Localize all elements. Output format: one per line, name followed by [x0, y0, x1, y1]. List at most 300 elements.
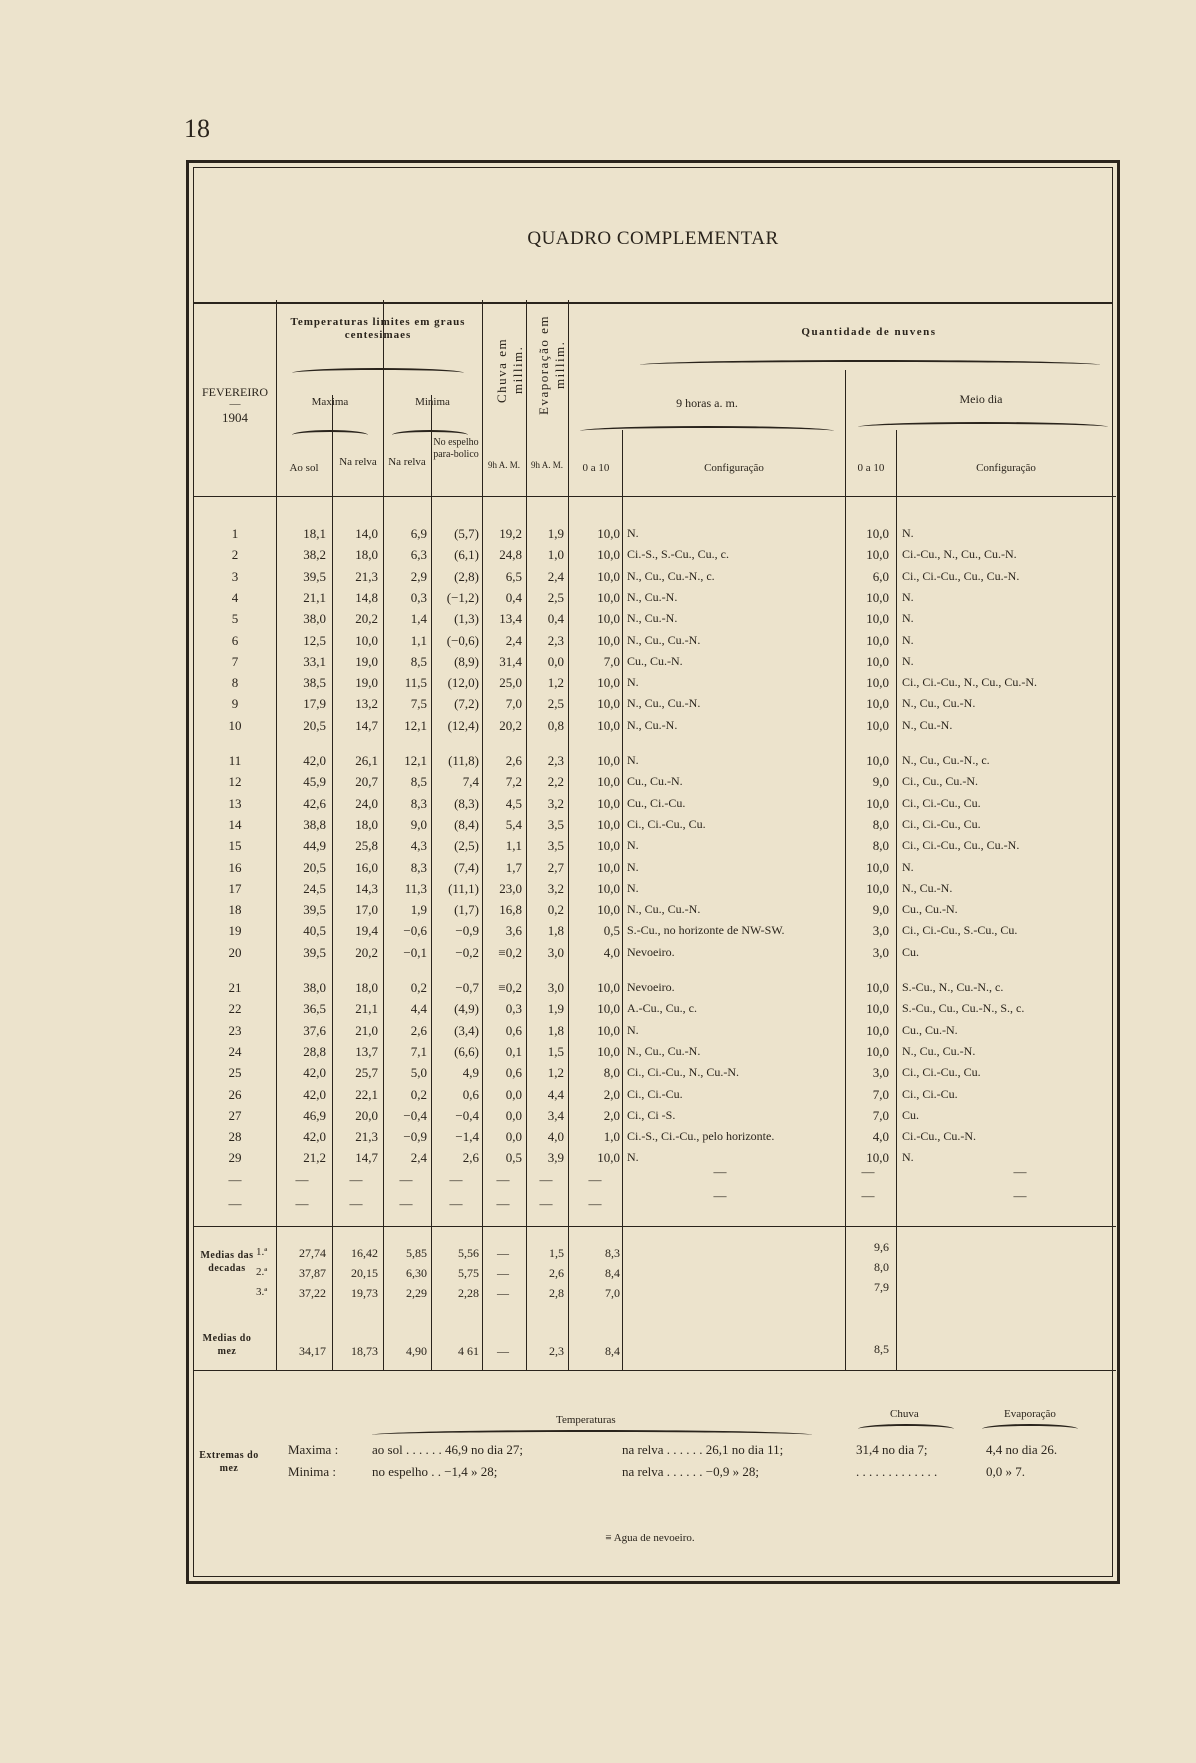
- day-cell: 2: [231, 547, 239, 563]
- cloud-config-cell: Ci., Ci.-Cu., Cu.: [902, 795, 981, 810]
- day-cell: 18: [228, 902, 242, 918]
- value-cell: 22,1: [355, 1086, 378, 1102]
- value-cell: 1,1: [505, 838, 522, 854]
- value-cell: 6,3: [410, 547, 427, 563]
- temp-group-label: Temperaturas limites em graus centesimaes: [290, 316, 466, 342]
- value-cell: 18,1: [303, 526, 326, 541]
- max-chuva: 31,4 no dia 7;: [856, 1442, 928, 1457]
- value-cell: 13,2: [355, 696, 378, 712]
- value-cell: 0,1: [505, 1043, 522, 1059]
- cloud-config-cell: N.: [627, 753, 639, 767]
- cloud-config-cell: Ci., Ci.-Cu., N., Cu.-N.: [627, 1065, 740, 1080]
- value-cell: 10,0: [597, 696, 620, 712]
- value-cell: 38,8: [303, 816, 326, 832]
- cloud-config-cell: N., Cu., Cu.-N.: [902, 1043, 976, 1058]
- column-rule: [332, 395, 333, 1370]
- value-cell: 20,2: [499, 717, 522, 733]
- value-cell: 7,4: [462, 774, 479, 790]
- decada-value: 7,0: [605, 1286, 620, 1300]
- value-cell: 20,7: [355, 774, 378, 790]
- value-cell: 10,0: [597, 980, 620, 995]
- day-cell: 19: [228, 923, 242, 939]
- value-cell: ≡0,2: [498, 944, 522, 960]
- value-cell: 10,0: [866, 753, 889, 768]
- value-cell: 2,4: [410, 1150, 427, 1166]
- value-cell: 2,0: [603, 1107, 620, 1123]
- value-cell: 19,2: [499, 526, 522, 541]
- value-cell: 39,5: [303, 944, 326, 960]
- decada-meio: 8,0: [874, 1260, 889, 1274]
- value-cell: 3,0: [547, 944, 564, 960]
- cloud-config-cell: Ci., Ci.-Cu.: [627, 1086, 683, 1101]
- value-cell: 10,0: [866, 1001, 889, 1017]
- value-cell: 2,6: [410, 1022, 427, 1038]
- value-cell: 4,0: [603, 944, 620, 960]
- value-cell: 14,3: [355, 880, 378, 896]
- value-cell: 17,0: [355, 902, 378, 918]
- maxima-label: Maxima :: [288, 1442, 339, 1457]
- evaporacao-label: Evaporação: [1004, 1408, 1056, 1420]
- dash-cell: —: [349, 1195, 363, 1211]
- temp-brace: [292, 368, 464, 378]
- value-cell: −0,9: [403, 1129, 427, 1145]
- meio-dia-label: Meio dia: [959, 392, 1003, 406]
- decada-value: 2,8: [549, 1286, 564, 1300]
- value-cell: 2,3: [547, 632, 564, 648]
- value-cell: 10,0: [866, 717, 889, 733]
- cloud-config-cell: Ci., Ci.-Cu., Cu.: [902, 816, 981, 831]
- value-cell: 0,8: [547, 717, 564, 733]
- value-cell: 0,0: [505, 1086, 522, 1102]
- cloud-config-cell: Ci.-Cu., Cu.-N.: [902, 1129, 977, 1144]
- value-cell: 10,0: [866, 1022, 889, 1038]
- value-cell: 4,5: [505, 795, 522, 811]
- value-cell: 21,3: [355, 568, 378, 584]
- cloud-config-cell: Cu., Cu.-N.: [627, 653, 683, 668]
- value-cell: 25,7: [355, 1065, 378, 1081]
- decada-value: 2,6: [549, 1266, 564, 1280]
- column-rule: [431, 395, 432, 1370]
- chuva-label: Chuva: [890, 1408, 919, 1420]
- day-cell: 20: [228, 944, 242, 960]
- value-cell: 2,4: [547, 568, 564, 584]
- cloud-config-cell: N.: [902, 1150, 914, 1165]
- day-cell: 16: [228, 859, 242, 875]
- cloud-config-cell: N.: [902, 526, 914, 540]
- value-cell: 5,0: [410, 1065, 427, 1081]
- cloud-config-cell: N.: [627, 526, 639, 540]
- value-cell: 10,0: [866, 1043, 889, 1059]
- mez-value: 18,73: [351, 1344, 378, 1358]
- decada-value: 27,74: [299, 1246, 326, 1260]
- evaporacao-header: Evaporação em millim.: [536, 315, 567, 415]
- header-bottom-rule: [194, 496, 1116, 497]
- value-cell: 1,7: [505, 859, 522, 875]
- value-cell: 19,4: [355, 923, 378, 939]
- value-cell: 10,0: [866, 632, 889, 648]
- value-cell: 0,3: [410, 589, 427, 605]
- cloud-config-cell: N.: [902, 653, 914, 668]
- value-cell: 10,0: [597, 611, 620, 627]
- value-cell: 1,4: [410, 611, 427, 627]
- value-cell: 4,0: [872, 1129, 889, 1145]
- value-cell: 39,5: [303, 902, 326, 918]
- value-cell: 1,9: [547, 526, 564, 541]
- medias-decadas-label: Medias das decadas: [200, 1250, 254, 1274]
- decada-value: 5,85: [406, 1246, 427, 1260]
- summary-bottom-rule: [194, 1370, 1116, 1371]
- value-cell: 12,5: [303, 632, 326, 648]
- column-rule: [568, 300, 569, 1370]
- value-cell: 0,4: [505, 589, 522, 605]
- value-cell: 46,9: [303, 1107, 326, 1123]
- value-cell: 28,8: [303, 1043, 326, 1059]
- cloud-config-cell: Ci.-Cu., N., Cu., Cu.-N.: [902, 547, 1017, 562]
- value-cell: 12,1: [404, 717, 427, 733]
- value-cell: 10,0: [597, 589, 620, 605]
- value-cell: 1,0: [547, 547, 564, 563]
- cloud-config-cell: N.: [902, 859, 914, 874]
- value-cell: 10,0: [597, 880, 620, 896]
- page-number: 18: [184, 114, 210, 143]
- decada-value: —: [497, 1246, 509, 1260]
- chuva-header: Chuva em millim.: [494, 337, 525, 403]
- value-cell: 0,5: [603, 923, 620, 939]
- dash-cell: —: [228, 1171, 242, 1187]
- decada-value: 2,28: [458, 1286, 479, 1300]
- value-cell: 18,0: [355, 547, 378, 563]
- value-cell: 3,5: [547, 838, 564, 854]
- mez-value: 2,3: [549, 1344, 564, 1358]
- nuvens-brace: [640, 360, 1100, 370]
- cloud-config-cell: N., Cu., Cu.-N.: [902, 696, 976, 711]
- value-cell: −0,4: [403, 1107, 427, 1123]
- cloud-config-cell: N.: [627, 880, 639, 895]
- value-cell: 10,0: [866, 547, 889, 563]
- value-cell: 38,5: [303, 675, 326, 691]
- zero-dez-2-label: 0 a 10: [857, 462, 885, 474]
- value-cell: 7,1: [410, 1043, 427, 1059]
- value-cell: (11,1): [448, 880, 479, 896]
- value-cell: 20,2: [355, 944, 378, 960]
- meio-dia-brace: [858, 422, 1108, 432]
- value-cell: 4,9: [462, 1065, 479, 1081]
- value-cell: 10,0: [866, 795, 889, 811]
- value-cell: 3,0: [872, 923, 889, 939]
- cloud-config-cell: N., Cu., Cu.-N., c.: [627, 568, 715, 583]
- extremas-label: Extremas do mez: [199, 1450, 259, 1474]
- value-cell: 0,6: [462, 1086, 479, 1102]
- value-cell: 10,0: [597, 547, 620, 563]
- day-cell: 22: [228, 1001, 242, 1017]
- cloud-config-cell: N., Cu.-N.: [627, 717, 678, 732]
- day-cell: 10: [228, 717, 242, 733]
- value-cell: 13,7: [355, 1043, 378, 1059]
- value-cell: 4,4: [410, 1001, 427, 1017]
- value-cell: (4,9): [454, 1001, 479, 1017]
- value-cell: (7,2): [454, 696, 479, 712]
- ao-sol-label: Ao sol: [289, 462, 319, 474]
- day-cell: 23: [228, 1022, 242, 1038]
- value-cell: −0,4: [455, 1107, 479, 1123]
- dash-cell: —: [539, 1171, 553, 1187]
- value-cell: 31,4: [499, 653, 522, 669]
- value-cell: 3,2: [547, 880, 564, 896]
- nuvens-group-label: Quantidade de nuvens: [801, 326, 937, 338]
- value-cell: (11,8): [448, 753, 479, 768]
- decada-number: 2.ª: [256, 1266, 268, 1278]
- dash-cell: —: [539, 1195, 553, 1211]
- value-cell: 0,0: [505, 1107, 522, 1123]
- cloud-config-cell: N., Cu.-N.: [627, 589, 678, 604]
- cloud-config-cell: N.: [627, 859, 639, 874]
- value-cell: 19,0: [355, 675, 378, 691]
- temperaturas-brace: [372, 1430, 812, 1440]
- min-espelho: no espelho . . −1,4 » 28;: [372, 1464, 498, 1479]
- decada-value: 8,4: [605, 1266, 620, 1280]
- dash-cell: —: [496, 1171, 510, 1187]
- value-cell: (1,7): [454, 902, 479, 918]
- value-cell: 20,0: [355, 1107, 378, 1123]
- value-cell: 14,7: [355, 717, 378, 733]
- decada-value: 8,3: [605, 1246, 620, 1260]
- cloud-config-cell: S.-Cu., Cu., Cu.-N., S., c.: [902, 1001, 1025, 1016]
- mez-meio: 8,5: [874, 1342, 889, 1356]
- value-cell: 42,0: [303, 1065, 326, 1081]
- value-cell: 18,0: [355, 816, 378, 832]
- decada-value: —: [497, 1286, 509, 1300]
- value-cell: 8,0: [603, 1065, 620, 1081]
- value-cell: 38,0: [303, 611, 326, 627]
- minima-label: Minima: [415, 396, 450, 408]
- value-cell: 7,0: [505, 696, 522, 712]
- value-cell: 11,5: [404, 675, 427, 691]
- value-cell: 4,4: [547, 1086, 564, 1102]
- cloud-config-cell: N.: [902, 611, 914, 626]
- value-cell: 3,5: [547, 816, 564, 832]
- value-cell: 7,5: [410, 696, 427, 712]
- value-cell: 42,0: [303, 753, 326, 768]
- minima-label: Minima :: [288, 1464, 337, 1479]
- dash-cell: —: [861, 1163, 875, 1179]
- value-cell: 10,0: [597, 1001, 620, 1017]
- mez-value: 4,90: [406, 1344, 427, 1358]
- value-cell: 0,0: [505, 1129, 522, 1145]
- column-rule: [845, 370, 846, 1370]
- value-cell: 1,2: [547, 675, 564, 691]
- column-rule: [276, 300, 277, 1370]
- value-cell: 21,1: [355, 1001, 378, 1017]
- day-cell: 25: [228, 1065, 242, 1081]
- cloud-config-cell: N., Cu.-N.: [627, 611, 678, 626]
- na-relva-min-label: Na relva: [388, 456, 426, 468]
- value-cell: 21,2: [303, 1150, 326, 1166]
- day-cell: 27: [228, 1107, 242, 1123]
- day-cell: 4: [231, 589, 239, 605]
- min-chuva: . . . . . . . . . . . . .: [856, 1464, 938, 1479]
- decada-number: 3.ª: [256, 1286, 268, 1298]
- day-cell: 24: [228, 1043, 242, 1059]
- value-cell: ≡0,2: [498, 980, 522, 995]
- value-cell: 2,5: [547, 696, 564, 712]
- value-cell: 36,5: [303, 1001, 326, 1017]
- value-cell: 10,0: [597, 859, 620, 875]
- value-cell: 10,0: [597, 526, 620, 541]
- value-cell: 10,0: [597, 1022, 620, 1038]
- day-cell: 6: [231, 632, 239, 648]
- value-cell: −0,7: [455, 980, 479, 995]
- value-cell: (2,5): [454, 838, 479, 854]
- value-cell: 10,0: [597, 753, 620, 768]
- value-cell: (12,4): [447, 717, 479, 733]
- value-cell: 10,0: [866, 696, 889, 712]
- value-cell: 20,5: [303, 717, 326, 733]
- na-relva-label: Na relva: [339, 456, 377, 468]
- evap-9h-label: 9h A. M.: [530, 460, 563, 470]
- column-rule: [482, 300, 483, 1370]
- value-cell: 42,6: [303, 795, 326, 811]
- value-cell: 21,0: [355, 1022, 378, 1038]
- value-cell: 7,0: [872, 1107, 889, 1123]
- cloud-config-cell: N.: [627, 1022, 639, 1037]
- decada-value: 19,73: [351, 1286, 378, 1300]
- day-cell: 15: [228, 838, 242, 854]
- cloud-config-cell: Cu., Cu.-N.: [902, 1022, 958, 1037]
- medias-mez-label: Medias do mez: [202, 1333, 252, 1357]
- value-cell: 2,7: [547, 859, 564, 875]
- value-cell: 2,0: [603, 1086, 620, 1102]
- column-rule: [896, 430, 897, 1370]
- value-cell: 9,0: [410, 816, 427, 832]
- dash-cell: —: [449, 1195, 463, 1211]
- cloud-config-cell: N.: [627, 838, 639, 853]
- value-cell: 21,3: [355, 1129, 378, 1145]
- temperaturas-label: Temperaturas: [556, 1414, 616, 1426]
- value-cell: 0,4: [547, 611, 564, 627]
- cloud-config-cell: Ci., Ci.-Cu., Cu., Cu.-N.: [902, 838, 1020, 853]
- value-cell: (5,7): [454, 526, 479, 541]
- value-cell: 24,5: [303, 880, 326, 896]
- value-cell: 2,3: [547, 753, 564, 768]
- cloud-config-cell: Ci., Ci.-Cu.: [902, 1086, 958, 1101]
- value-cell: 20,5: [303, 859, 326, 875]
- dash-cell: —: [713, 1163, 727, 1179]
- value-cell: 10,0: [597, 568, 620, 584]
- value-cell: 3,4: [547, 1107, 564, 1123]
- value-cell: 6,9: [410, 526, 427, 541]
- dash-cell: —: [399, 1171, 413, 1187]
- value-cell: 13,4: [499, 611, 522, 627]
- cloud-config-cell: N., Cu., Cu.-N.: [627, 902, 701, 917]
- value-cell: 21,1: [303, 589, 326, 605]
- value-cell: 11,3: [404, 880, 427, 896]
- value-cell: 10,0: [597, 632, 620, 648]
- cloud-config-cell: Ci., Ci -S.: [627, 1107, 676, 1122]
- cloud-config-cell: Cu., Ci.-Cu.: [627, 795, 686, 810]
- dash-cell: —: [496, 1195, 510, 1211]
- dash-cell: —: [295, 1195, 309, 1211]
- cloud-config-cell: S.-Cu., N., Cu.-N., c.: [902, 980, 1004, 994]
- value-cell: 1,9: [410, 902, 427, 918]
- value-cell: 20,2: [355, 611, 378, 627]
- cloud-config-cell: Ci., Ci.-Cu., Cu., Cu.-N.: [902, 568, 1020, 583]
- value-cell: 10,0: [597, 902, 620, 918]
- decada-value: 5,56: [458, 1246, 479, 1260]
- cloud-config-cell: Ci.-S., S.-Cu., Cu., c.: [627, 547, 730, 562]
- value-cell: 10,0: [866, 980, 889, 995]
- value-cell: 2,5: [547, 589, 564, 605]
- mez-value: 4 61: [458, 1344, 479, 1358]
- value-cell: −0,6: [403, 923, 427, 939]
- decada-value: 1,5: [549, 1246, 564, 1260]
- cloud-config-cell: N.: [627, 675, 639, 690]
- value-cell: 8,3: [410, 859, 427, 875]
- cloud-config-cell: Ci., Ci.-Cu., N., Cu., Cu.-N.: [902, 675, 1038, 690]
- value-cell: 4,0: [547, 1129, 564, 1145]
- cloud-config-cell: N.: [627, 1150, 639, 1165]
- cloud-config-cell: N., Cu.-N.: [902, 717, 953, 732]
- value-cell: (8,9): [454, 653, 479, 669]
- dash-cell: —: [1013, 1163, 1027, 1179]
- decada-value: 20,15: [351, 1266, 378, 1280]
- value-cell: (6,6): [454, 1043, 479, 1059]
- chuva-9h-label: 9h A. M.: [487, 460, 520, 470]
- decada-value: 16,42: [351, 1246, 378, 1260]
- value-cell: 6,0: [872, 568, 889, 584]
- day-cell: 28: [228, 1129, 242, 1145]
- value-cell: 7,2: [505, 774, 522, 790]
- cloud-config-cell: N., Cu., Cu.-N., c.: [902, 753, 990, 767]
- value-cell: −0,2: [455, 944, 479, 960]
- value-cell: 38,2: [303, 547, 326, 563]
- value-cell: 10,0: [355, 632, 378, 648]
- max-relva: na relva . . . . . . 26,1 no dia 11;: [622, 1442, 784, 1457]
- cloud-config-cell: N., Cu.-N.: [902, 880, 953, 895]
- day-cell: 8: [231, 675, 239, 691]
- value-cell: 8,3: [410, 795, 427, 811]
- max-sol: ao sol . . . . . . 46,9 no dia 27;: [372, 1442, 523, 1457]
- espelho-label: No espelho para-bolico: [433, 437, 479, 460]
- value-cell: 1,8: [547, 1022, 564, 1038]
- cloud-config-cell: S.-Cu., no horizonte de NW-SW.: [627, 923, 785, 938]
- cloud-config-cell: Cu.: [902, 1107, 920, 1122]
- value-cell: 10,0: [866, 880, 889, 896]
- cloud-config-cell: Ci., Ci.-Cu., Cu.: [627, 816, 706, 831]
- year-label: 1904: [222, 410, 248, 425]
- day-cell: 21: [228, 980, 242, 995]
- value-cell: 1,8: [547, 923, 564, 939]
- cloud-config-cell: Ci.-S., Ci.-Cu., pelo horizonte.: [627, 1129, 775, 1144]
- decada-value: 5,75: [458, 1266, 479, 1280]
- dash-cell: —: [399, 1195, 413, 1211]
- cloud-config-cell: N., Cu., Cu.-N.: [627, 632, 701, 647]
- day-cell: 17: [228, 880, 242, 896]
- cloud-config-cell: N., Cu., Cu.-N.: [627, 696, 701, 711]
- dash-cell: —: [588, 1171, 602, 1187]
- value-cell: 10,0: [597, 675, 620, 691]
- value-cell: 10,0: [866, 653, 889, 669]
- value-cell: 0,6: [505, 1065, 522, 1081]
- cloud-config-cell: Ci., Ci.-Cu., Cu.: [902, 1065, 981, 1080]
- dash-cell: —: [295, 1171, 309, 1187]
- value-cell: 3,2: [547, 795, 564, 811]
- value-cell: 24,0: [355, 795, 378, 811]
- cloud-config-cell: Ci., Ci.-Cu., S.-Cu., Cu.: [902, 923, 1018, 938]
- cloud-config-cell: Cu., Cu.-N.: [902, 902, 958, 917]
- value-cell: 10,0: [597, 1043, 620, 1059]
- table-title: QUADRO COMPLEMENTAR: [527, 228, 779, 249]
- month-dash: —: [229, 398, 241, 410]
